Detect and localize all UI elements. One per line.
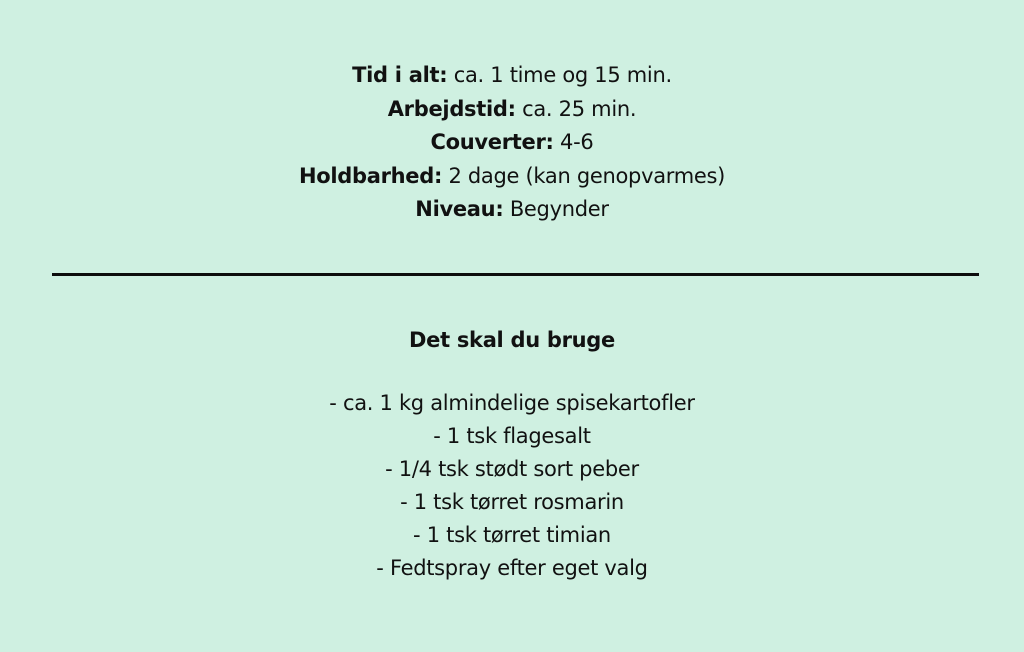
section-divider — [52, 273, 979, 276]
info-row-servings — [0, 126, 1024, 160]
info-row-total-time — [0, 59, 1024, 93]
info-label: Tid i alt: — [352, 63, 448, 87]
info-row-level — [0, 193, 1024, 227]
info-label: Couverter: — [430, 130, 554, 154]
info-value: ca. 25 min. — [522, 96, 637, 121]
ingredients-heading: Det skal du bruge — [409, 328, 615, 352]
recipe-info — [0, 59, 1024, 227]
ingredient-item: - 1 tsk flagesalt — [433, 424, 591, 448]
ingredient-item: - ca. 1 kg almindelige spisekartofler — [329, 391, 695, 415]
info-row-work-time — [0, 93, 1024, 127]
info-value: Begynder — [509, 197, 609, 221]
info-value: 4-6 — [560, 130, 594, 154]
ingredient-item: - 1/4 tsk stødt sort peber — [385, 457, 639, 481]
info-value: 2 dage (kan genopvarmes) — [448, 163, 726, 188]
info-label: Niveau: — [415, 197, 504, 221]
info-value: ca. 1 time og 15 min. — [453, 63, 672, 87]
ingredient-item: - Fedtspray efter eget valg — [376, 556, 648, 580]
info-label: Arbejdstid: — [387, 96, 516, 121]
info-row-shelf-life — [0, 160, 1024, 194]
info-label: Holdbarhed: — [298, 163, 443, 188]
ingredient-item: - 1 tsk tørret timian — [413, 523, 611, 547]
ingredient-item: - 1 tsk tørret rosmarin — [400, 490, 624, 514]
ingredients-list — [0, 387, 1024, 585]
